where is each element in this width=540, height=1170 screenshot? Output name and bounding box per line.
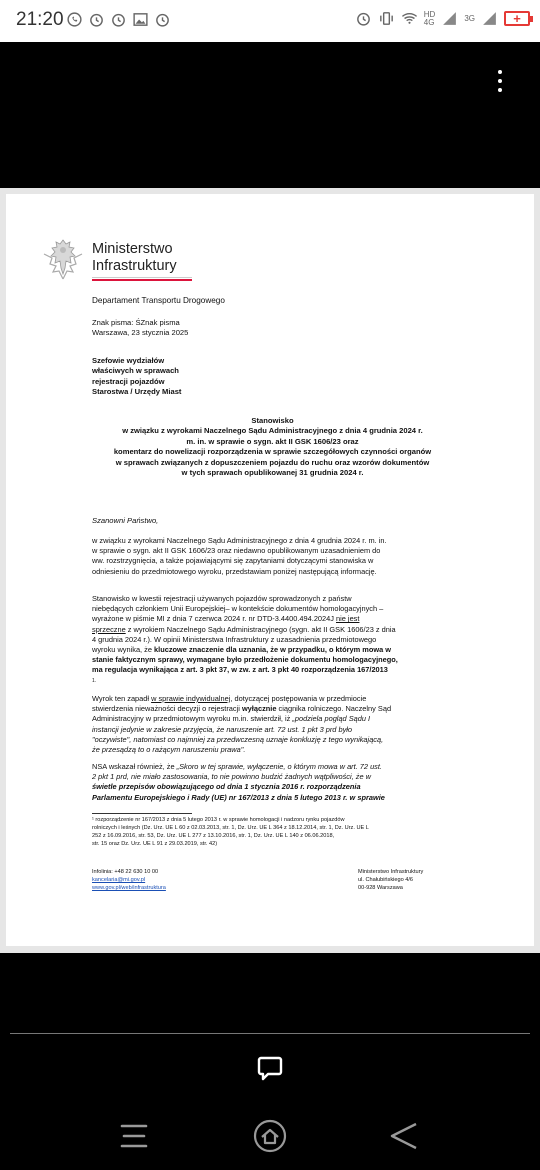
eagle-emblem-icon <box>40 236 86 288</box>
more-vert-icon[interactable] <box>490 68 510 94</box>
footnote: ¹ rozporządzenie nr 167/2013 z dnia 5 lutego 2013 r. w sprawie homologacji i nadzoru rynku pojazdów rolniczych i leśnych (Dz. Urz. UE L 60 z 02.03.2013, str. 1, Dz. Urz. UE L 364 z 18.12.2014, str. 1, Dz. Urz. UE L 252 z 16.09.2016, str. 53, Dz. Urz. UE L 277 z 13.10.2016, str. 1, Dz. Urz. UE L 140 z 06.06.2018, str. 15 oraz Dz. Urz. UE L 91 z 29.03.2019, str. 42) <box>92 817 369 847</box>
recent-apps-icon[interactable] <box>116 1118 152 1154</box>
flag-rule <box>92 277 192 282</box>
document-heading: Stanowisko w związku z wyrokami Naczelnego Sądu Administracyjnego z dnia 4 grudnia 2024 r. m. in. w sprawie o sygn. akt II GSK 1606/23 oraz komentarz do nowelizacji rozporządzenia w sprawie szczegółowych czynności organów w sprawach związanych z dopuszczeniem pojazdu do ruchu oraz wzorów dokumentów w tych sprawach opublikowanej 31 grudnia 2024 r. <box>113 416 432 478</box>
home-icon[interactable] <box>252 1118 288 1154</box>
department-name: Departament Transportu Drogowego <box>92 296 225 305</box>
gallery-icon <box>132 11 149 28</box>
alarm-icon <box>355 10 372 27</box>
wifi-icon <box>401 10 418 27</box>
whatsapp-icon <box>66 11 83 28</box>
paragraph-2: Stanowisko w kwestii rejestracji używanych pojazdów sprowadzonych z państw niebędących członkiem Unii Europejskiej– w kontekście dokumentów homologacyjnych – wyrażone w piśmie MI z dnia 7 czerwca 2024 r. nr DTD-3.4400.494.2024J nie jest sprzeczne z wyrokiem Naczelnego Sądu Administracyjnego (sygn. akt II GSK 1606/23 z dnia 4 grudnia 2024 r.). W opinii Ministerstwa Infrastruktury z uzasadnienia przedmiotowego wyroku wynika, że kluczowe znaczenie dla uznania, że w przypadku, o którym mowa w stanie faktycznym sprawy, wymagane było przedłożenie dokumentu homologacyjnego, ma regulacja wynikająca z art. 3 pkt 37, w zw. z art. 3 pkt 40 rozporządzenia 167/2013 1. <box>92 594 398 684</box>
signal-3g-label: 3G <box>464 13 475 23</box>
alarm-icon <box>154 11 171 28</box>
clock: 21:20 <box>16 9 64 30</box>
viewer-bottom-bar <box>0 953 540 1170</box>
navigation-bar <box>0 1108 540 1170</box>
notification-icons <box>66 11 171 28</box>
hd-icon: HD 4G <box>423 9 436 27</box>
place-date: Warszawa, 23 stycznia 2025 <box>92 328 189 338</box>
battery-icon: + <box>504 11 530 26</box>
status-bar <box>0 0 540 42</box>
hotline: Infolinia: +48 22 630 10 00 <box>92 869 159 875</box>
ministry-name: Ministerstwo Infrastruktury <box>92 241 177 274</box>
back-icon[interactable] <box>386 1118 422 1154</box>
document-viewer[interactable] <box>0 188 540 953</box>
alarm-icon <box>110 11 127 28</box>
alarm-icon <box>88 11 105 28</box>
paragraph-3: Wyrok ten zapadł w sprawie indywidualnej, dotyczącej postępowania w przedmiocie stwierdzenia nieważności decyzji o rejestracji wyłącznie ciągnika rolniczego. Naczelny Sąd Administracyjny w przedmiotowym wyroku m.in. stwierdził, iż „podziela pogląd Sądu I instancji jedynie w zakresie przyjęcia, że naruszenie art. 72 ust. 1 pkt 3 prd było "oczywiste", natomiast co najmniej za przedwczesną uznaje konkluzję z tego wynikającą, że przesądzą to o rażącym naruszeniu prawa". <box>92 694 392 755</box>
document-page <box>6 194 534 946</box>
addressee-block: Szefowie wydziałów właściwych w sprawach rejestracji pojazdów Starostwa / Urzędy Miast <box>92 356 182 397</box>
divider <box>10 1033 530 1034</box>
reference-block <box>92 318 188 339</box>
vibrate-icon <box>378 10 395 27</box>
system-icons <box>355 10 530 27</box>
email-link[interactable]: kancelaria@mi.gov.pl <box>92 877 146 883</box>
footnote-rule <box>92 813 192 814</box>
paragraph-1: w związku z wyrokami Naczelnego Sądu Administracyjnego z dnia 4 grudnia 2024 r. m. in. w sprawie o sygn. akt II GSK 1606/23 oraz niedawno opublikowanym uzasadnieniem do ww. rozstrzygnięcia, a także pojawiającymi się zapytaniami dotyczącymi stanowiska w odniesieniu do przedmiotowego wyroku, przedstawiam poniżej następującą informację. <box>92 536 387 576</box>
signal-icon <box>441 10 458 27</box>
viewer-toolbar <box>0 42 540 188</box>
website-link[interactable]: www.gov.pl/web/infrastruktura <box>92 885 166 891</box>
postal-address: Ministerstwo Infrastruktury ul. Chałubińskiego 4/6 00-928 Warszawa <box>358 869 424 891</box>
comment-icon[interactable] <box>256 1054 284 1082</box>
greeting: Szanowni Państwo, <box>92 516 159 525</box>
contact-info <box>92 868 166 892</box>
paragraph-4: NSA wskazał również, że „Skoro w tej sprawie, wyłączenie, o którym mowa w art. 72 ust. 2 pkt 1 prd, nie miało zastosowania, to nie powinno budzić żadnych wątpliwości, że w świetle przepisów obowiązującego od dnia 1 stycznia 2016 r. rozporządzenia Parlamentu Europejskiego i Rady (UE) nr 167/2013 z dnia 5 lutego 2013 r. w sprawie <box>92 762 385 802</box>
reference-number: Znak pisma: ŚZnak pisma <box>92 318 180 327</box>
signal-icon <box>481 10 498 27</box>
